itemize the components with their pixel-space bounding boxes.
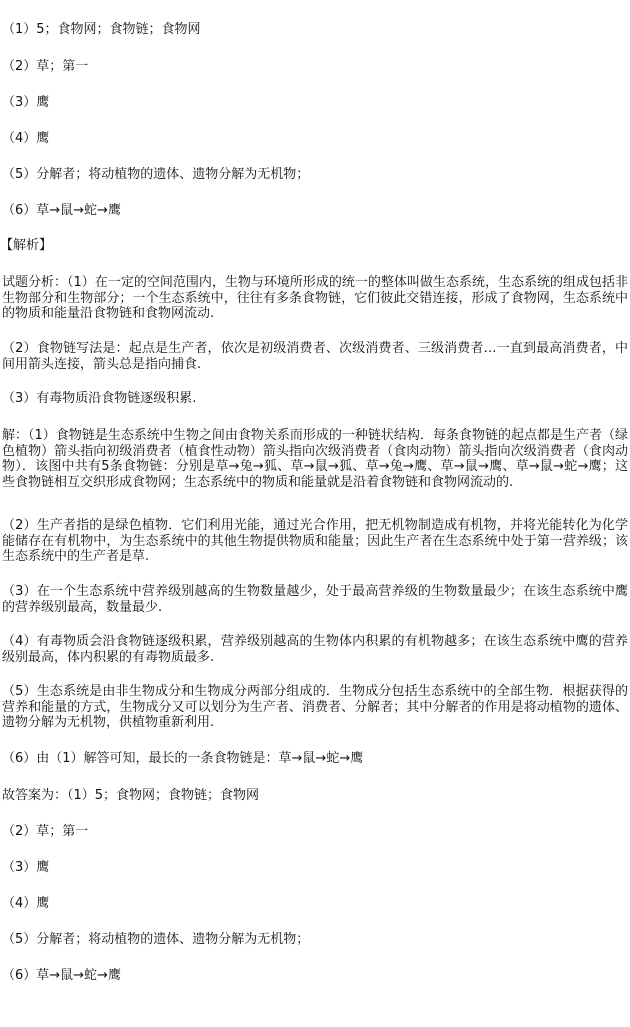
answer-line-4: （4）鹰: [2, 131, 50, 146]
analysis-paragraph-7: （4）有毒物质会沿食物链逐级积累，营养级别越高的生物体内积累的有机物越多；在该生态系统中鹰的营养级别最高，体内积累的有毒物质最多.: [2, 634, 628, 665]
answer-line-2: （2）草；第一: [2, 59, 89, 74]
answer-line-6: （6）草→鼠→蛇→鹰: [2, 203, 121, 218]
analysis-paragraph-8: （5）生态系统是由非生物成分和生物成分两部分组成的．生物成分包括生态系统中的全部生物．根据获得的营养和能量的方式，生物成分又可以划分为生产者、消费者、分解者；其中分解者的作用是将动植物的遗体、遗物分解为无机物，供植物重新利用.: [2, 684, 628, 730]
analysis-header: 【解析】: [0, 238, 53, 253]
final-answer-line-1: 故答案为：（1）5；食物网；食物链；食物网: [2, 788, 260, 803]
answer-line-5: （5）分解者；将动植物的遗体、遗物分解为无机物；: [2, 167, 310, 182]
answer-line-3: （3）鹰: [2, 95, 50, 110]
analysis-paragraph-5: （2）生产者指的是绿色植物．它们利用光能，通过光合作用，把无机物制造成有机物，并将光能转化为化学能储存在有机物中，为生态系统中的其他生物提供物质和能量；因此生产者在生态系统中处于第一营养级；该生态系统中的生产者是草.: [2, 518, 628, 564]
final-answer-line-3: （3）鹰: [2, 860, 50, 875]
analysis-paragraph-9: （6）由（1）解答可知，最长的一条食物链是：草→鼠→蛇→鹰: [2, 751, 364, 766]
final-answer-line-6: （6）草→鼠→蛇→鹰: [2, 968, 121, 983]
final-answer-line-2: （2）草；第一: [2, 824, 89, 839]
analysis-paragraph-1: 试题分析：（1）在一定的空间范围内，生物与环境所形成的统一的整体叫做生态系统，生态系统的组成包括非生物部分和生物部分；一个生态系统中，往往有多条食物链，它们彼此交错连接，形成了食物网，生态系统中的物质和能量沿食物链和食物网流动.: [2, 275, 628, 321]
analysis-paragraph-2: （2）食物链写法是：起点是生产者，依次是初级消费者、次级消费者、三级消费者…一直到最高消费者，中间用箭头连接，箭头总是指向捕食.: [2, 341, 628, 372]
final-answer-line-4: （4）鹰: [2, 896, 50, 911]
analysis-paragraph-6: （3）在一个生态系统中营养级别越高的生物数量越少，处于最高营养级的生物数量最少；在该生态系统中鹰的营养级别最高，数量最少.: [2, 584, 628, 615]
final-answer-line-5: （5）分解者；将动植物的遗体、遗物分解为无机物；: [2, 932, 310, 947]
analysis-paragraph-3: （3）有毒物质沿食物链逐级积累.: [2, 391, 197, 406]
answer-line-1: （1）5；食物网；食物链；食物网: [2, 22, 201, 37]
analysis-paragraph-4: 解：（1）食物链是生态系统中生物之间由食物关系而形成的一种链状结构．每条食物链的起点都是生产者（绿色植物）箭头指向初级消费者（植食性动物）箭头指向次级消费者（食肉动物）箭头指向次级消费者（食肉动物）．该图中共有5条食物链：分别是草→兔→狐、草→鼠→狐、草→兔→鹰、草→鼠→鹰、草→鼠→蛇→鹰；这些食物链相互交织形成食物网；生态系统中的物质和能量就是沿着食物链和食物网流动的.: [2, 428, 628, 490]
